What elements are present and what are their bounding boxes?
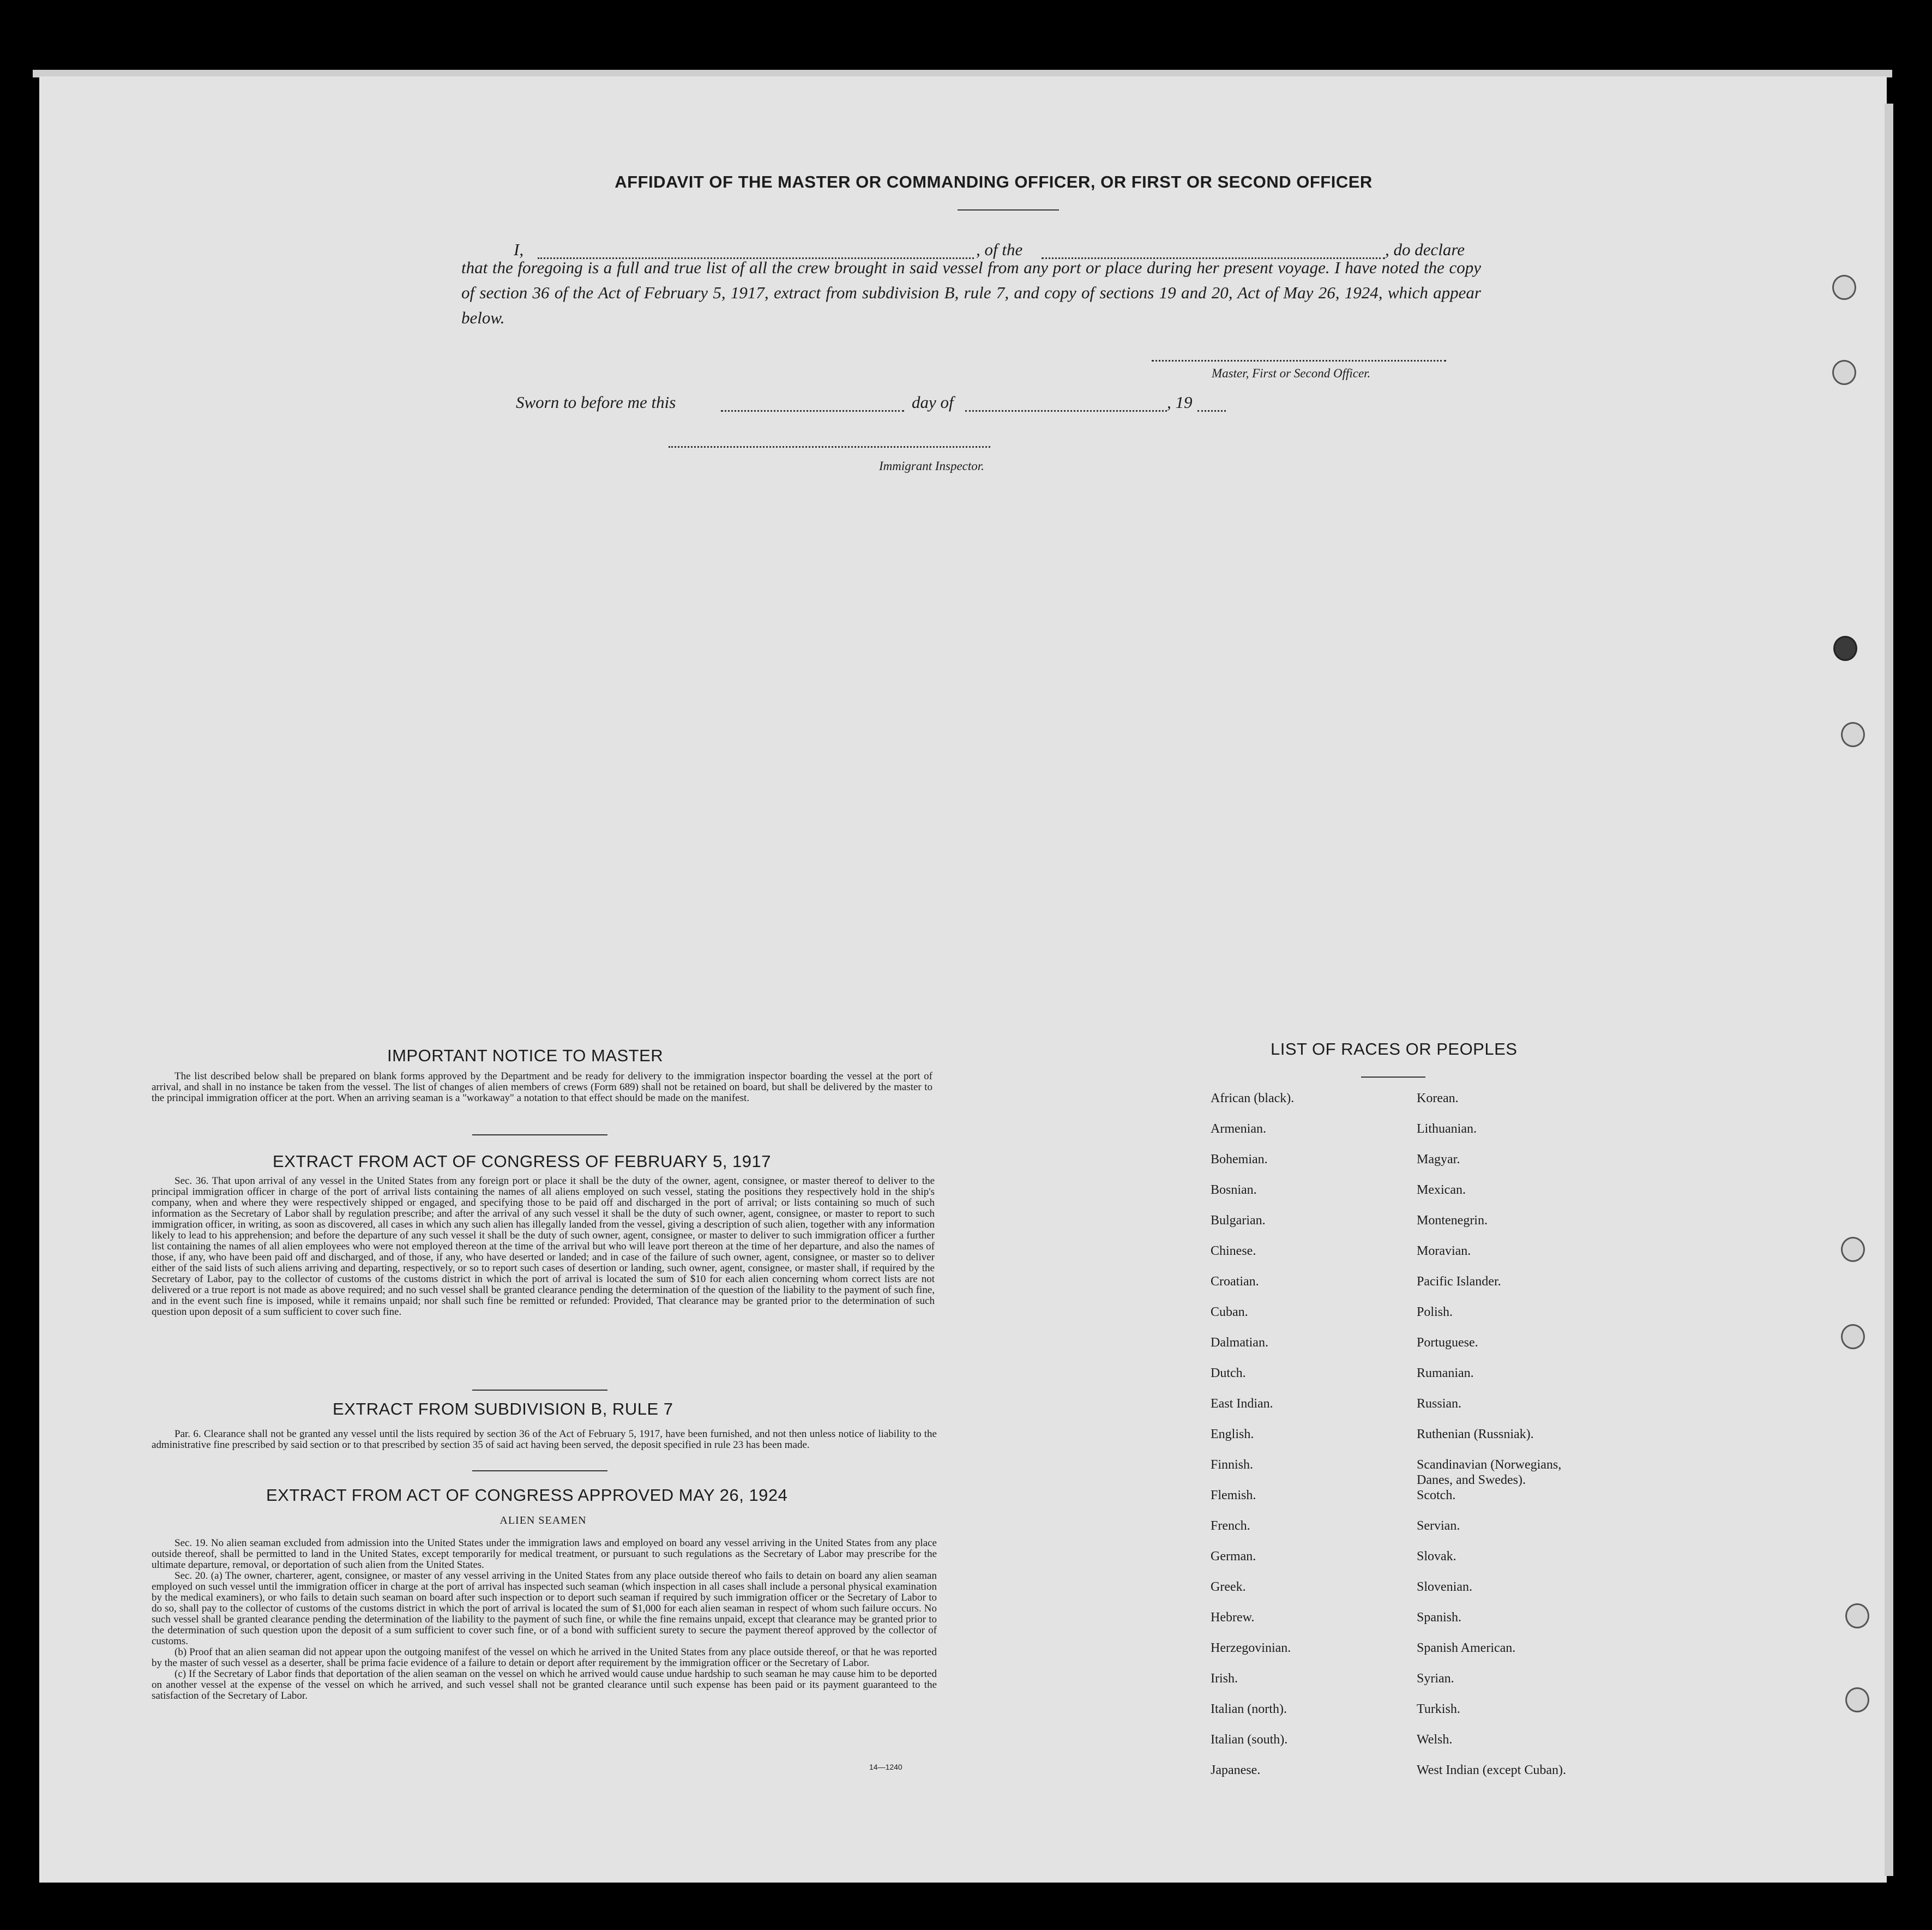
race-entry: Slovenian. xyxy=(1417,1580,1472,1594)
page-edge xyxy=(1885,104,1893,1876)
race-entry: French. xyxy=(1211,1519,1250,1533)
title-divider xyxy=(958,209,1059,211)
punch-hole xyxy=(1845,1687,1869,1712)
race-entry: African (black). xyxy=(1211,1091,1295,1105)
race-entry: Korean. xyxy=(1417,1091,1459,1105)
race-entry: Bohemian. xyxy=(1211,1152,1268,1167)
race-entry: Bosnian. xyxy=(1211,1183,1257,1197)
race-entry: Mexican. xyxy=(1417,1183,1466,1197)
race-entry: Italian (north). xyxy=(1211,1702,1287,1716)
race-entry: Spanish. xyxy=(1417,1610,1462,1625)
extract-rule7-title: EXTRACT FROM SUBDIVISION B, RULE 7 xyxy=(333,1399,673,1418)
race-entry: Greek. xyxy=(1211,1580,1246,1594)
notice-title: IMPORTANT NOTICE TO MASTER xyxy=(387,1046,664,1065)
race-entry: Dalmatian. xyxy=(1211,1336,1268,1350)
section-36-paragraph: Sec. 36. That upon arrival of any vessel in the United States from any foreign port or place it shall be the duty of the owner, agent, consignee, or master thereof to deliver to the principal immigration officer in charge of the port of arrival lists containing the names of all aliens employed on such vessel, stating the positions they respectively hold in the ship's company, when and where they were respectively shipped or engaged, and specifying those to be paid off and discharged in the port of arrival; or lists containing so much of such information as the Secretary of Labor shall by regulation prescribe; and after the arrival of any such vessel it shall be the duty of such owner, agent, consignee, or master to report to such immigration officer, in writing, as soon as discovered, all cases in which any such alien has illegally landed from the vessel, giving a description of such alien, together with any information likely to lead to his apprehension; and before the departure of any such vessel it shall be the duty of such owner, agent, consignee, or master to deliver to such immigration officer a further list containing the names of all alien employees who were not employed thereon at the time of the arrival but who will leave port thereon at the time of her departure, and also the names of those, if any, who have been paid off and discharged, and of those, if any, who have deserted or landed; and in case of the failure of such owner, agent, consignee, or master so to deliver either of the said lists of such aliens arriving and departing, respectively, or so to report such cases of desertion or landing, such owner, agent, consignee, or master shall, if required by the Secretary of Labor, pay to the collector of customs of the customs district in which the port of arrival is located the sum of $10 for each alien concerning whom correct lists are not delivered or a true report is not made as above required; and no such vessel shall be granted clearance pending the determination of the question of the liability to the payment of such fine, and in the event such fine is imposed, while it remains unpaid; nor shall such fine be remitted or refunded: Provided, That clearance may be granted prior to the determination of such question upon deposit of a sum sufficient to cover such fine. xyxy=(152,1175,935,1318)
race-entry: Russian. xyxy=(1417,1397,1462,1411)
affidavit-i-label: I, xyxy=(514,240,524,259)
race-entry: Bulgarian. xyxy=(1211,1213,1266,1228)
race-entry: Rumanian. xyxy=(1417,1366,1474,1380)
punch-hole xyxy=(1832,275,1856,300)
extract-1924-text xyxy=(152,1538,937,1701)
race-entry: Servian. xyxy=(1417,1519,1460,1533)
race-entry: Polish. xyxy=(1417,1305,1453,1319)
section-divider xyxy=(472,1390,607,1391)
race-entry: Hebrew. xyxy=(1211,1610,1255,1625)
race-entry: Croatian. xyxy=(1211,1274,1259,1289)
races-title: LIST OF RACES OR PEOPLES xyxy=(1271,1039,1518,1059)
race-entry: English. xyxy=(1211,1427,1254,1441)
alien-seamen-subtitle: ALIEN SEAMEN xyxy=(499,1514,587,1526)
race-entry: Ruthenian (Russniak). xyxy=(1417,1427,1534,1441)
inspector-signature-field[interactable] xyxy=(669,446,990,448)
extract-1917-title: EXTRACT FROM ACT OF CONGRESS OF FEBRUARY 5, 1917 xyxy=(273,1152,772,1171)
extract-1917-text xyxy=(152,1176,935,1318)
sworn-day-field[interactable] xyxy=(721,410,904,412)
punch-hole xyxy=(1841,1324,1865,1349)
race-entry: Syrian. xyxy=(1417,1672,1454,1686)
race-entry: Cuban. xyxy=(1211,1305,1248,1319)
section-20b-paragraph: (b) Proof that an alien seaman did not appear upon the outgoing manifest of the vessel on which he arrived in the United States from any place outside thereof, or that he was reported by the master of such vessel as a deserter, shall be prima facie evidence of a failure to detain or deport after requirement by the immigration officer or the Secretary of Labor. xyxy=(152,1646,937,1669)
master-signature-label: Master, First or Second Officer. xyxy=(1212,366,1371,380)
sworn-year-field[interactable] xyxy=(1197,410,1226,412)
races-right-column xyxy=(1417,1091,1668,1793)
sworn-month-field[interactable] xyxy=(965,410,1167,412)
race-entry: Japanese. xyxy=(1211,1763,1261,1777)
race-entry: Herzegovinian. xyxy=(1211,1641,1291,1655)
notice-paragraph: The list described below shall be prepared on blank forms approved by the Department and be ready for delivery to the immigration inspector boarding the vessel at the port of arrival, and shall in no instance be taken from the vessel. The list of changes of alien members of crews (Form 689) shall not be retained on board, but shall be delivered by the master to the principal immigration officer at the port. When an arriving seaman is a "workaway" a notation to that effect should be made on the manifest. xyxy=(152,1071,932,1104)
race-entry: Montenegrin. xyxy=(1417,1213,1488,1228)
race-entry: Portuguese. xyxy=(1417,1336,1478,1350)
section-divider xyxy=(472,1470,607,1471)
affidavit-title: AFFIDAVIT OF THE MASTER OR COMMANDING OFFICER, OR FIRST OR SECOND OFFICER xyxy=(615,172,1373,191)
race-entry: Pacific Islander. xyxy=(1417,1274,1501,1289)
inspector-label: Immigrant Inspector. xyxy=(879,459,984,473)
races-divider xyxy=(1361,1077,1425,1078)
race-entry: Moravian. xyxy=(1417,1244,1471,1258)
punch-hole xyxy=(1841,1237,1865,1262)
race-entry: West Indian (except Cuban). xyxy=(1417,1763,1566,1777)
race-entry: Scandinavian (Norwegians, Danes, and Swedes). xyxy=(1417,1458,1562,1487)
day-of-label: day of xyxy=(912,393,954,412)
master-signature-field[interactable] xyxy=(1152,360,1446,362)
form-number: 14—1240 xyxy=(869,1763,902,1771)
notice-text xyxy=(152,1071,932,1104)
race-entry: Spanish American. xyxy=(1417,1641,1516,1655)
race-entry: Armenian. xyxy=(1211,1122,1266,1136)
race-entry: Scotch. xyxy=(1417,1488,1456,1502)
extract-1924-title: EXTRACT FROM ACT OF CONGRESS APPROVED MAY 26, 1924 xyxy=(266,1486,788,1505)
race-entry: Flemish. xyxy=(1211,1488,1256,1502)
punch-hole xyxy=(1845,1603,1869,1628)
affidavit-of-the-label: , of the xyxy=(976,240,1023,259)
punch-hole xyxy=(1841,722,1865,747)
extract-rule7-text xyxy=(152,1429,937,1451)
race-entry: Turkish. xyxy=(1417,1702,1460,1716)
race-entry: German. xyxy=(1211,1549,1256,1564)
race-entry: East Indian. xyxy=(1211,1397,1273,1411)
sworn-label: Sworn to before me this xyxy=(516,393,676,412)
race-entry: Slovak. xyxy=(1417,1549,1456,1564)
race-entry: Irish. xyxy=(1211,1672,1238,1686)
race-entry: Magyar. xyxy=(1417,1152,1460,1167)
rule7-paragraph: Par. 6. Clearance shall not be granted any vessel until the lists required by section 36 of the Act of February 5, 1917, have been furnished, and not then unless notice of liability to the administrative fine prescribed by said section or to that prescribed by section 35 of said act having been served, the deposit specified in rule 23 has been made. xyxy=(152,1428,937,1451)
section-20a-paragraph: Sec. 20. (a) The owner, charterer, agent, consignee, or master of any vessel arriving in the United States from any place outside thereof who fails to detain on board any alien seaman employed on such vessel until the immigration officer in charge at the port of arrival has inspected such seaman (which inspection in all cases shall include a personal physical examination by the medical examiners), or who fails to detain such seaman on board after such inspection or to deport such seaman if required by such immigration officer or the Secretary of Labor to do so, shall pay to the collector of customs of the customs district in which the port of arrival is located the sum of $1,000 for each alien seaman in respect of whom such failure occurs. No such vessel shall be granted clearance pending the determination of the liability to the payment of such fine, or while the fine remains unpaid, except that clearance may be granted prior to the determination of such question upon the deposit of a sum sufficient to cover such fine, or of a bond with sufficient surety to secure the payment thereof approved by the collector of customs. xyxy=(152,1570,937,1647)
race-entry: Lithuanian. xyxy=(1417,1122,1477,1136)
races-left-column xyxy=(1211,1091,1418,1793)
affidavit-declare-label: , do declare xyxy=(1385,240,1465,259)
punch-hole xyxy=(1833,636,1857,661)
section-divider xyxy=(472,1134,607,1135)
race-entry: Dutch. xyxy=(1211,1366,1246,1380)
race-entry: Finnish. xyxy=(1211,1458,1254,1472)
section-20c-paragraph: (c) If the Secretary of Labor finds that deportation of the alien seaman on the vessel on which he arrived would cause undue hardship to such seaman he may cause him to be deported on another vessel at the expense of the vessel on which he arrived, and such vessel shall not be granted clearance until such expense has been paid or its payment guaranteed to the satisfaction of the Secretary of Labor. xyxy=(152,1668,937,1701)
section-19-paragraph: Sec. 19. No alien seaman excluded from admission into the United States under the immigration laws and employed on board any vessel arriving in the United States from any place outside thereof, shall be permitted to land in the United States, except temporarily for medical treatment, or pursuant to such regulations as the Secretary of Labor may prescribe for the ultimate departure, removal, or deportation of such alien from the United States. xyxy=(152,1537,937,1571)
year-prefix-label: , 19 xyxy=(1167,393,1193,412)
race-entry: Chinese. xyxy=(1211,1244,1256,1258)
declaration-text: that the foregoing is a full and true list of all the crew brought in said vessel from any port or place during her present voyage. I have noted the copy of section 36 of the Act of February 5, 1917, extract from subdivision B, rule 7, and copy of sections 19 and 20, Act of May 26, 1924, which appear below. xyxy=(461,258,1481,327)
race-entry: Welsh. xyxy=(1417,1733,1453,1747)
punch-hole xyxy=(1832,360,1856,385)
race-entry: Italian (south). xyxy=(1211,1733,1288,1747)
